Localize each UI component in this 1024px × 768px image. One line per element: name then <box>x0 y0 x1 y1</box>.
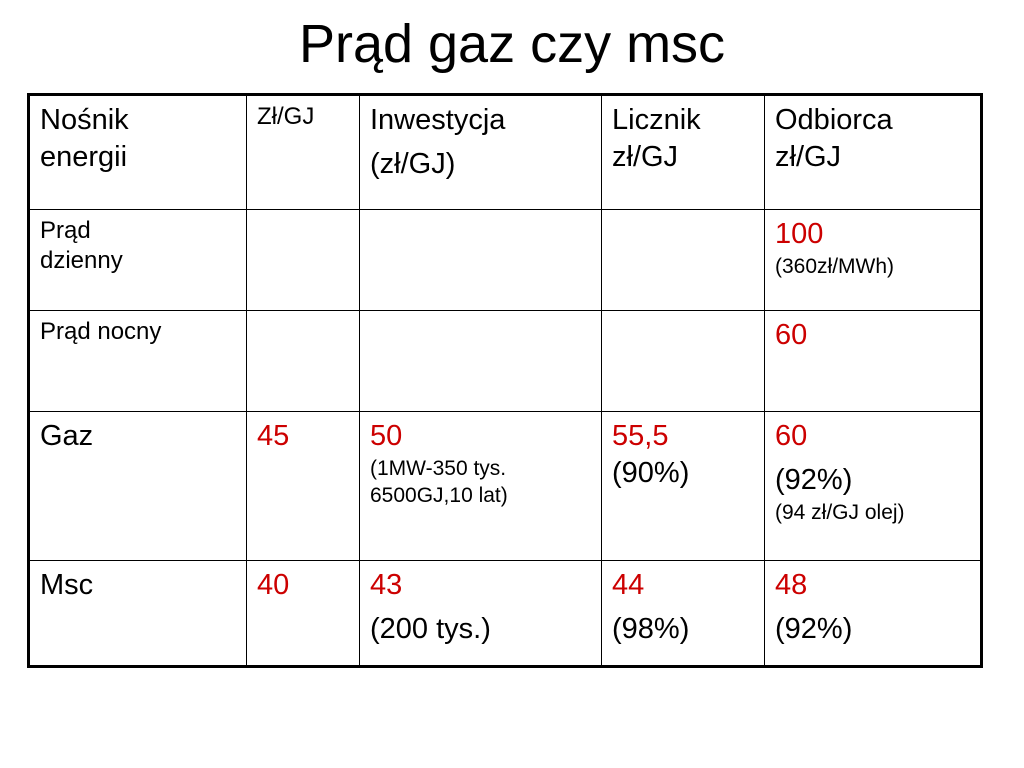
row-label: dzienny <box>40 247 123 274</box>
row-label: Msc <box>40 569 94 601</box>
value: 50 <box>370 420 403 452</box>
note: 6500GJ,10 lat) <box>370 484 508 507</box>
value: 60 <box>775 420 808 452</box>
note: (200 tys.) <box>370 613 491 645</box>
page-title: Prąd gaz czy msc <box>298 14 726 74</box>
cell-inwestycja <box>360 210 602 311</box>
row-label: Prąd nocny <box>40 318 162 345</box>
value: 40 <box>257 569 290 601</box>
value: 45 <box>257 420 290 452</box>
value: 100 <box>775 218 824 250</box>
note: (360zł/MWh) <box>775 255 895 278</box>
value: 44 <box>612 569 645 601</box>
value: 43 <box>370 569 403 601</box>
cell-licznik <box>602 210 765 311</box>
cell-inwestycja <box>360 311 602 412</box>
cell-zl-gj <box>247 561 360 667</box>
row-label: Gaz <box>40 420 94 452</box>
cell-label <box>29 311 247 412</box>
header-text: energii <box>40 141 128 173</box>
table-row-prad-nocny <box>29 311 982 412</box>
cell-inwestycja <box>360 412 602 561</box>
cell-label <box>29 412 247 561</box>
header-text: zł/GJ <box>775 141 842 173</box>
value: 48 <box>775 569 808 601</box>
cell-licznik <box>602 311 765 412</box>
header-inwestycja <box>360 95 602 210</box>
cell-zl-gj <box>247 311 360 412</box>
header-licznik <box>602 95 765 210</box>
table-header-row <box>29 95 982 210</box>
note: (92%) <box>775 613 853 645</box>
header-text: Inwestycja <box>370 104 506 136</box>
header-text: Odbiorca <box>775 104 893 136</box>
header-zl-gj <box>247 95 360 210</box>
header-text: zł/GJ <box>612 141 679 173</box>
cell-licznik <box>602 412 765 561</box>
cell-odbiorca <box>765 210 982 311</box>
header-odbiorca <box>765 95 982 210</box>
table-row-prad-dzienny <box>29 210 982 311</box>
note: (98%) <box>612 613 690 645</box>
value: 55,5 <box>612 420 669 452</box>
cell-inwestycja <box>360 561 602 667</box>
cell-odbiorca <box>765 561 982 667</box>
row-label: Prąd <box>40 217 91 244</box>
cell-odbiorca <box>765 311 982 412</box>
cell-zl-gj <box>247 412 360 561</box>
value: 60 <box>775 319 808 351</box>
cell-odbiorca <box>765 412 982 561</box>
header-text: Nośnik <box>40 104 129 136</box>
header-nosnik-energii <box>29 95 247 210</box>
header-text: Licznik <box>612 104 701 136</box>
note: (92%) <box>775 464 853 496</box>
table-row-msc <box>29 561 982 667</box>
table-row-gaz <box>29 412 982 561</box>
cell-licznik <box>602 561 765 667</box>
cell-zl-gj <box>247 210 360 311</box>
energy-cost-table <box>27 93 983 668</box>
header-text: Zł/GJ <box>257 103 315 130</box>
note: (90%) <box>612 457 690 489</box>
cell-label <box>29 561 247 667</box>
cell-label <box>29 210 247 311</box>
header-text: (zł/GJ) <box>370 148 456 180</box>
note: (1MW-350 tys. <box>370 457 507 480</box>
note: (94 zł/GJ olej) <box>775 501 905 524</box>
